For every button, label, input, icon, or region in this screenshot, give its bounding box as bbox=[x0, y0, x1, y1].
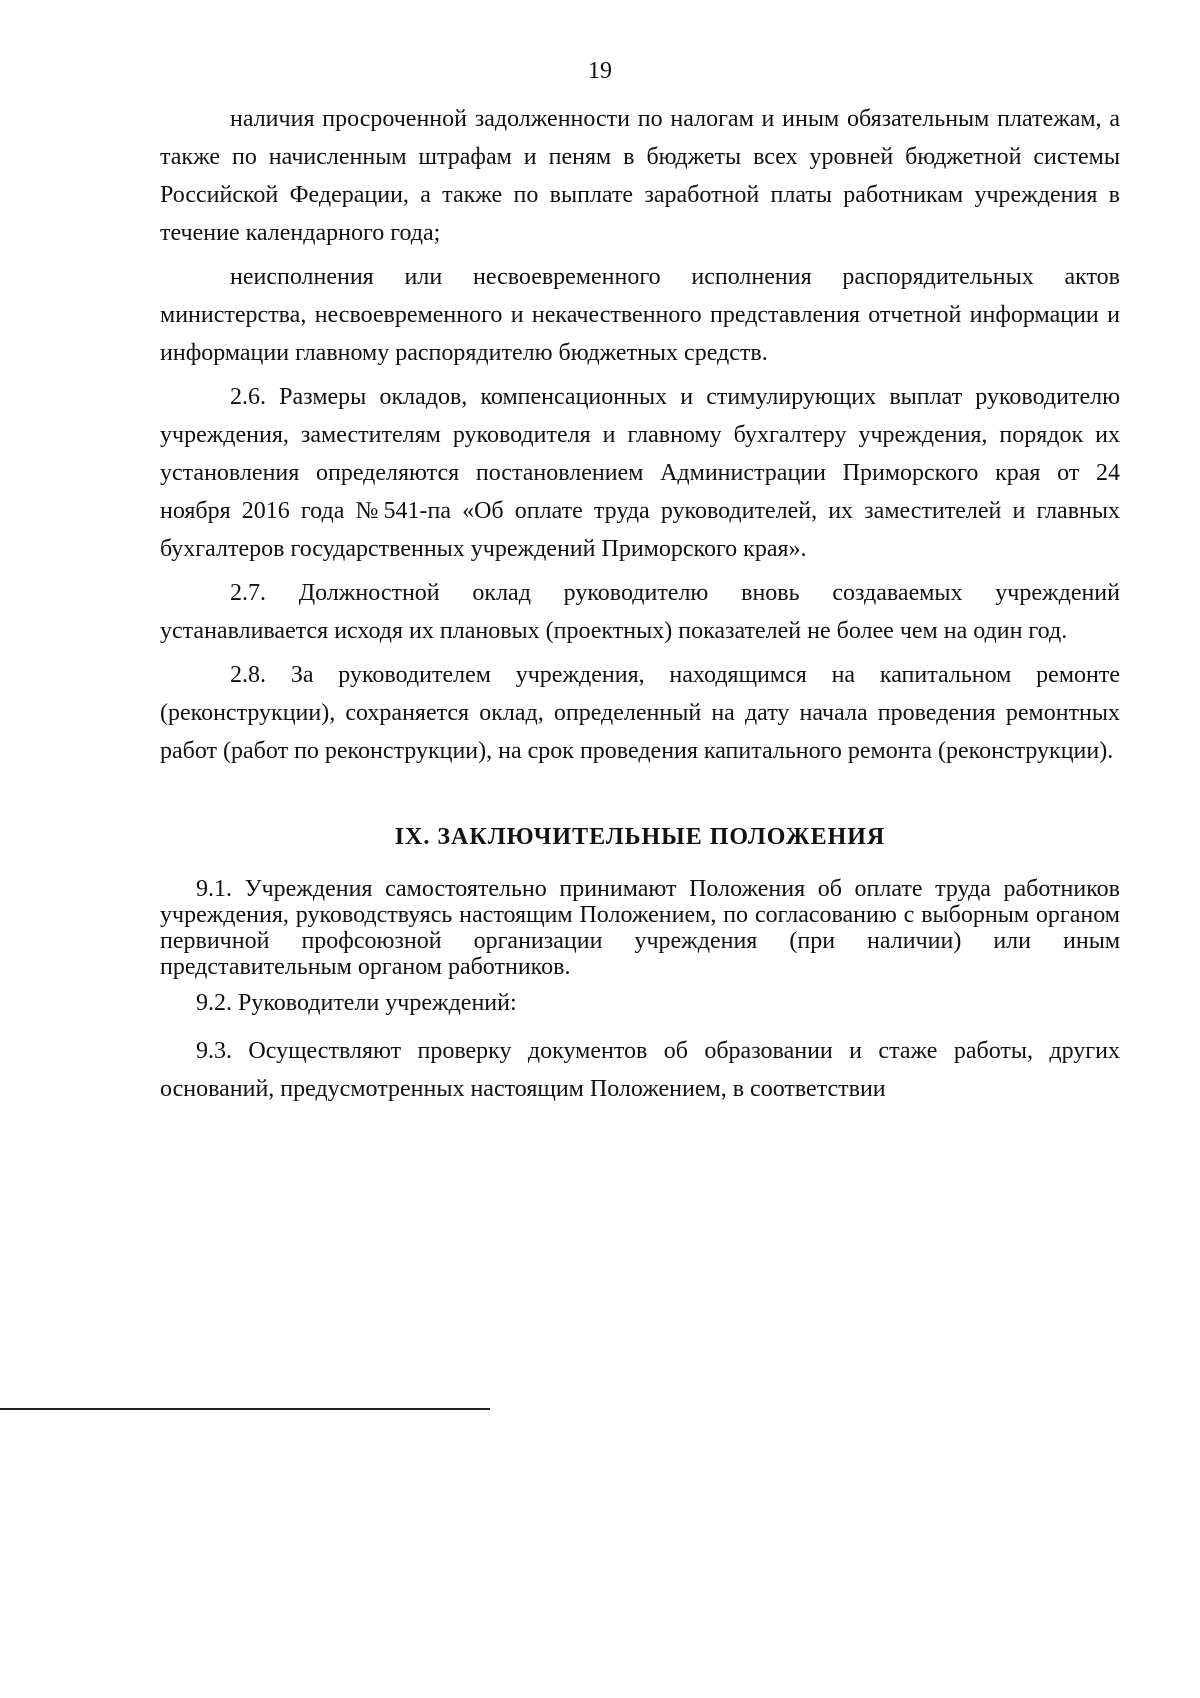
paragraph-overdue-debt: наличия просроченной задолженности по налогам и иным обязательным платежам, а также по начисленным штрафам и пеням в бюджеты всех уровней бюджетной системы Российской Федерации, а также по выплате заработной платы работникам учреждения в течение календарного года; bbox=[160, 106, 1120, 246]
section-heading: IX. ЗАКЛЮЧИТЕЛЬНЫЕ ПОЛОЖЕНИЯ bbox=[394, 824, 886, 850]
page-number: 19 bbox=[588, 58, 612, 84]
section-item-9-3: 9.3. Осуществляют проверку документов об образовании и стаже работы, других оснований, предусмотренных настоящим Положением, в соответствии bbox=[160, 1038, 1120, 1102]
section-item-9-1: 9.1. Учреждения самостоятельно принимают Положения об оплате труда работников учреждения, руководствуясь настоящим Положением, по согласованию с выборным органом первичной профсоюзной организации учреждения (при наличии) или иным представительным органом работников. bbox=[160, 876, 1120, 980]
paragraph-2-6: 2.6. Размеры окладов, компенсационных и стимулирующих выплат руководителю учреждения, заместителям руководителя и главному бухгалтеру учреждения, порядок их установления определяются постановлением Администрации Приморского края от 24 ноября 2016 года №541-па «Об оплате труда руководителей, их заместителей и главных бухгалтеров государственных учреждений Приморского края». bbox=[160, 384, 1120, 562]
paragraph-2-8: 2.8. За руководителем учреждения, находящимся на капитальном ремонте (реконструкции), сохраняется оклад, определенный на дату начала проведения ремонтных работ (работ по реконструкции), на срок проведения капитального ремонта (реконструкции). bbox=[160, 662, 1120, 764]
paragraph-2-7: 2.7. Должностной оклад руководителю вновь создаваемых учреждений устанавливается исходя их плановых (проектных) показателей не более чем на один год. bbox=[160, 580, 1120, 644]
document-body bbox=[160, 100, 1120, 1118]
section-item-9-2: 9.2. Руководители учреждений: bbox=[196, 990, 517, 1016]
paragraph-non-execution: неисполнения или несвоевременного исполнения распорядительных актов министерства, несвоевременного и некачественного представления отчетной информации и информации главному распорядителю бюджетных средств. bbox=[160, 264, 1120, 366]
footnote-divider bbox=[0, 1408, 490, 1410]
